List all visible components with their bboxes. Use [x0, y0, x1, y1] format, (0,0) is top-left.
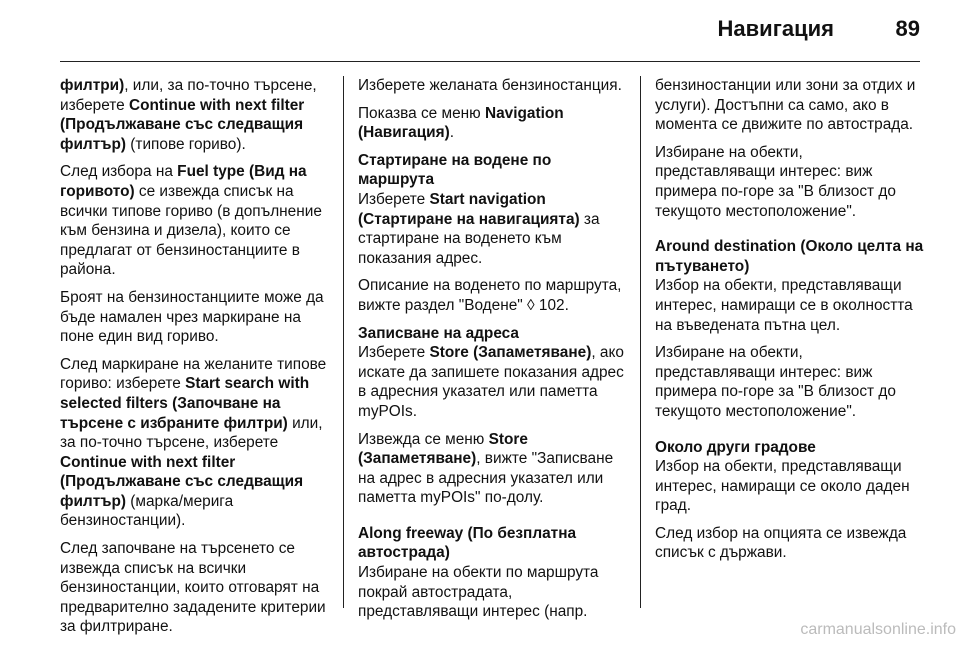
text-run: Показва се меню [358, 104, 485, 122]
column-1 [60, 76, 335, 645]
text-run: , ако искате да запишете показания адрес в адресния указател или паметта myPOIs. [358, 344, 624, 420]
paragraph [655, 524, 927, 563]
bold-term: Fuel type (Вид на горивото) [60, 163, 307, 200]
bold-term: Store (Запаметяване) [429, 344, 592, 362]
paragraph [358, 276, 628, 315]
paragraph [655, 457, 927, 516]
paragraph [358, 190, 628, 268]
header-divider [60, 61, 920, 62]
paragraph [60, 76, 335, 154]
paragraph [655, 76, 927, 135]
bold-term: филтри) [60, 77, 125, 94]
bold-term: Continue with next filter (Продължаване със следващия филтър) [60, 96, 305, 153]
text-run: Описание на воденето по маршрута, вижте раздел "Водене" [358, 277, 622, 314]
text-run: , вижте "Записване на адрес в адресния указател или паметта myPOIs" по-долу. [358, 450, 614, 507]
paragraph [358, 104, 628, 143]
paragraph [60, 539, 335, 637]
column-divider-2 [640, 76, 641, 608]
paragraph [358, 563, 628, 622]
paragraph [358, 76, 628, 96]
section-title: Навигация [717, 16, 834, 41]
subheading: Стартиране на водене по маршрута [358, 151, 552, 189]
text-run: Изберете [358, 344, 430, 362]
bold-term: Store (Запаметяване) [358, 430, 528, 468]
text-run: Избиране на обекти, представляващи интерес: виж примера по-горе за "В близост до текущото местоположение". [655, 344, 896, 420]
bold-term: Start navigation (Стартиране на навигацията) [358, 190, 580, 228]
subheading: Записване на адреса [358, 324, 519, 342]
text-run: за стартиране на воденето към показания адрес. [358, 210, 600, 267]
text-run: Избор на обекти, представляващи интерес, намиращи се около даден град. [655, 458, 910, 515]
text-run: След избора на [60, 163, 178, 181]
paragraph [60, 162, 335, 280]
subheading: Around destination (Около целта на пътуването) [655, 238, 924, 275]
text-run: или, за по-точно търсене, изберете [60, 414, 323, 452]
bold-term: Navigation (Навигация) [358, 104, 564, 142]
text-run: Избиране на обекти по маршрута покрай автострадата, представляващи интерес (напр. [358, 564, 599, 621]
text-run: Изберете [358, 190, 430, 208]
column-3 [655, 76, 927, 571]
subheading: Along freeway (По безплатна автострада) [358, 524, 577, 562]
text-run: бензиностанции или зони за отдих и услуги). Достъпни са само, ако в момента се движите по автострада. [655, 77, 916, 134]
text-run: Броят на бензиностанциите може да бъде намален чрез маркиране на поне един вид гориво. [60, 288, 324, 346]
paragraph [655, 343, 927, 421]
column-divider-1 [343, 76, 344, 608]
subheading: Около други градове [655, 438, 816, 456]
text-run: . [449, 124, 455, 142]
text-run: Извежда се меню [358, 430, 489, 448]
paragraph [358, 430, 628, 508]
text-run: (марка/мерига бензиностанции). [60, 492, 234, 530]
text-run: След маркиране на желаните типове гориво: изберете [60, 355, 327, 393]
paragraph [60, 355, 335, 531]
paragraph [655, 276, 927, 335]
bold-term: Start search with selected filters (Започване на търсене с избраните филтри) [60, 375, 310, 432]
text-run: Избор на обекти, представляващи интерес, намиращи се в околността на въведената пътна цел. [655, 277, 913, 334]
text-run: се извежда списък на всички типове гориво (в допълнение към бензина и дизела), които се предлагат от бензиностанциите в района. [60, 182, 322, 279]
text-run: След започване на търсенето се извежда списък на всички бензиностанции, които отговарят на предварително зададените критерии за филтриране. [60, 540, 326, 636]
page-reference: ◊ 102. [527, 296, 569, 314]
watermark: carmanualsonline.info [800, 621, 956, 638]
bold-term: Continue with next filter (Продължаване със следващия филтър) [60, 453, 304, 510]
paragraph [358, 343, 628, 421]
column-2 [358, 76, 628, 630]
text-run: Избиране на обекти, представляващи интерес: виж примера по-горе за "В близост до текущото местоположение". [655, 143, 896, 220]
paragraph [60, 288, 335, 347]
text-run: , или, за по-точно търсене, изберете [60, 77, 317, 114]
page-number: 89 [895, 16, 920, 41]
text-run: Изберете желаната бензиностанция. [358, 77, 622, 94]
text-run: (типове гориво). [126, 135, 246, 153]
paragraph [655, 143, 927, 221]
text-run: След избор на опцията се извежда списък с държави. [655, 524, 907, 562]
